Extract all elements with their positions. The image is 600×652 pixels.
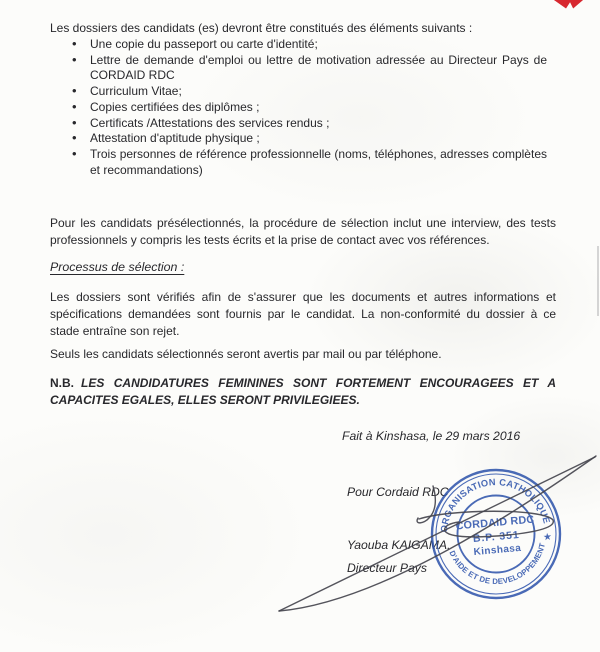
list-item: • Copies certifiées des diplômes ;: [50, 100, 547, 116]
nb-paragraph: [50, 375, 556, 408]
notification-paragraph: Seuls les candidats sélectionnés seront avertis par mail ou par téléphone.: [50, 347, 442, 361]
list-item: • Une copie du passeport ou carte d'identité;: [50, 37, 547, 53]
nb-prefix: N.B.: [50, 376, 74, 390]
cordaid-stamp: [426, 464, 566, 604]
list-item: • Attestation d'aptitude physique ;: [50, 131, 547, 147]
list-item: • Certificats /Attestations des services rendus ;: [50, 116, 547, 132]
nb-text: LES CANDIDATURES FEMININES SONT FORTEMENT ENCOURAGEES ET A CAPACITES EGALES, ELLES SERONT PRIVILEGIEES.: [50, 376, 556, 407]
signatory-name: Yaouba KAIGAMA,: [347, 538, 451, 552]
stamp-org-name: CORDAID RDC: [455, 513, 535, 533]
stamp-city: Kinshasa: [473, 542, 522, 558]
list-item: • Trois personnes de référence professionnelle (noms, téléphones, adresses complètes et recommandations): [50, 147, 547, 178]
list-item: • Curriculum Vitae;: [50, 84, 547, 100]
scan-edge-artifact: [597, 246, 599, 316]
star-icon: ★: [543, 531, 552, 542]
required-documents-list: [50, 37, 547, 178]
selection-process-heading: Processus de sélection :: [50, 260, 185, 275]
stamp-po-box: B.P. 351: [472, 528, 521, 546]
stamp-arc-top-text: ORGANISATION CATHOLIQUE: [438, 477, 552, 533]
list-item: • Lettre de demande d'emploi ou lettre de motivation adressée au Directeur Pays de CORDAID RDC: [50, 53, 547, 84]
cordaid-logo-fragment-icon: [553, 0, 584, 9]
verification-paragraph: Les dossiers sont vérifiés afin de s'assurer que les documents et autres informations et spécifications demandées sont fournis par le candidat. La non-conformité du dossier à ce stade entraîne son rejet.: [50, 290, 556, 338]
preselection-paragraph: Pour les candidats présélectionnés, la procédure de sélection inclut une interview, des tests professionnels y compris les tests écrits et la prise de contact avec vos références.: [50, 216, 556, 247]
dateline: Fait à Kinshasa, le 29 mars 2016: [342, 429, 521, 443]
stamp-arc-bottom-text: D'AIDE ET DE DEVELOPPEMENT: [447, 542, 548, 587]
on-behalf-line: Pour Cordaid RDC: [347, 485, 449, 499]
signatory-title: Directeur Pays: [347, 561, 427, 575]
intro-paragraph: Les dossiers des candidats (es) devront être constitués des éléments suivants :: [50, 21, 473, 35]
